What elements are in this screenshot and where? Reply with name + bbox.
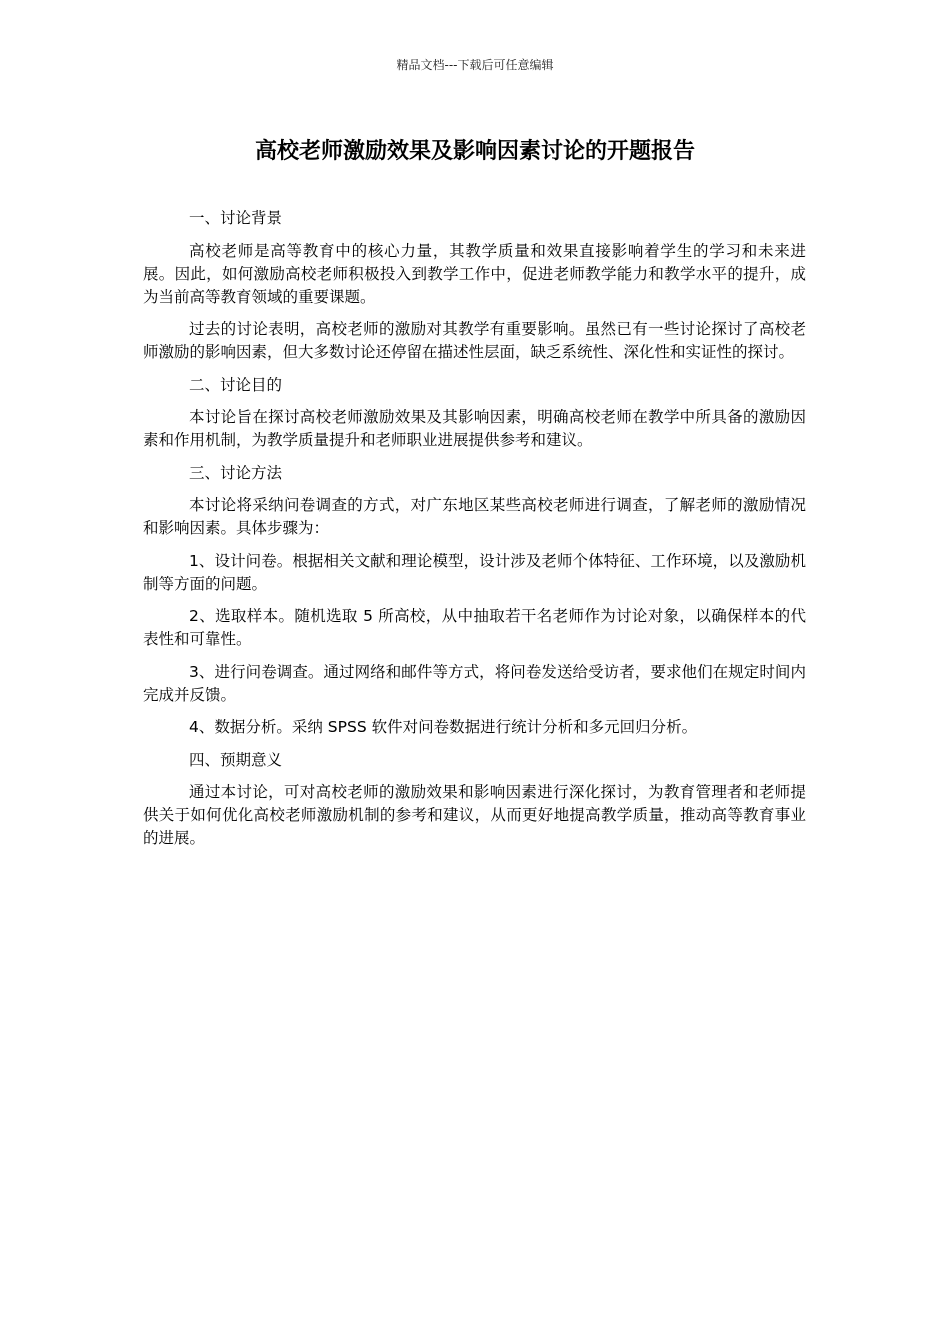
page-header-note: 精品文档---下载后可任意编辑	[396, 58, 554, 72]
section-significance	[143, 749, 806, 851]
method-step: 2、选取样本。随机选取 5 所高校，从中抽取若干名老师作为讨论对象，以确保样本的代表性和可靠性。	[143, 607, 806, 648]
document-body	[143, 207, 806, 860]
section-method	[143, 462, 806, 740]
body-paragraph: 高校老师是高等教育中的核心力量，其教学质量和效果直接影响着学生的学习和未来进展。因此，如何激励高校老师积极投入到教学工作中，促进老师教学能力和教学水平的提升，成为当前高等教育领域的重要课题。	[143, 241, 806, 306]
body-paragraph: 本讨论将采纳问卷调查的方式，对广东地区某些高校老师进行调查，了解老师的激励情况和影响因素。具体步骤为：	[143, 496, 806, 537]
section-background	[143, 207, 806, 364]
section-heading: 二、讨论目的	[189, 375, 283, 394]
method-step: 3、进行问卷调查。通过网络和邮件等方式，将问卷发送给受访者，要求他们在规定时间内完成并反馈。	[143, 662, 806, 704]
method-step: 1、设计问卷。根据相关文献和理论模型，设计涉及老师个体特征、工作环境，以及激励机制等方面的问题。	[143, 551, 806, 593]
method-step: 4、数据分析。采纳 SPSS 软件对问卷数据进行统计分析和多元回归分析。	[189, 718, 698, 736]
section-heading: 一、讨论背景	[189, 209, 283, 227]
section-heading: 四、预期意义	[189, 750, 283, 769]
section-heading: 三、讨论方法	[189, 463, 283, 482]
body-paragraph: 通过本讨论，可对高校老师的激励效果和影响因素进行深化探讨，为教育管理者和老师提供关于如何优化高校老师激励机制的参考和建议，从而更好地提高教学质量，推动高等教育事业的进展。	[143, 783, 806, 847]
body-paragraph: 过去的讨论表明，高校老师的激励对其教学有重要影响。虽然已有一些讨论探讨了高校老师激励的影响因素，但大多数讨论还停留在描述性层面，缺乏系统性、深化性和实证性的探讨。	[143, 320, 806, 361]
body-paragraph: 本讨论旨在探讨高校老师激励效果及其影响因素，明确高校老师在教学中所具备的激励因素和作用机制，为教学质量提升和老师职业进展提供参考和建议。	[143, 408, 806, 449]
section-purpose	[143, 374, 806, 453]
document-title: 高校老师激励效果及影响因素讨论的开题报告	[254, 139, 695, 164]
